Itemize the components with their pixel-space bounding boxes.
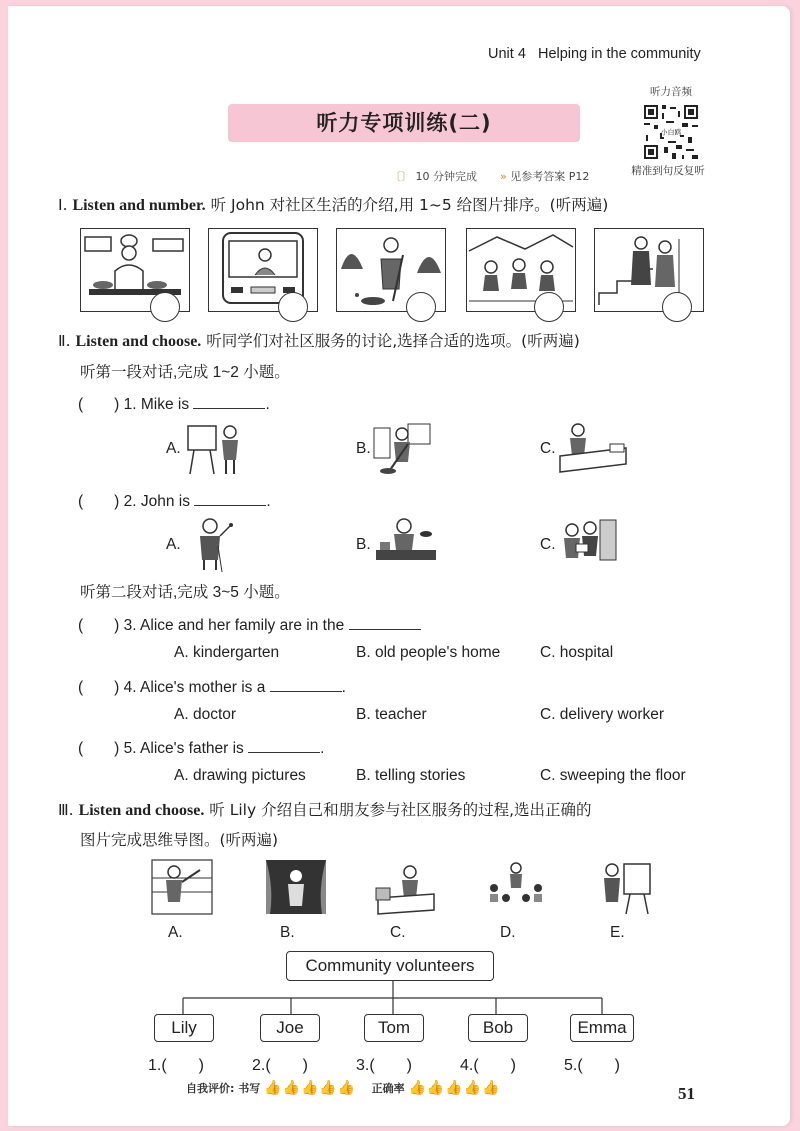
answer-circle-3[interactable] [406,292,436,322]
answer-paren-4[interactable]: ( ) [78,679,120,696]
section1-heading-en: Listen and number. [72,197,206,214]
accuracy-label: 正确率 [371,1082,405,1095]
sweeping-floor-icon[interactable] [372,420,432,476]
section2-numeral: Ⅱ. [58,332,71,350]
double-chevron-icon: » [500,170,507,183]
option-c-label: C. [390,924,406,941]
option-e-label: E. [610,924,625,941]
telling-stories-icon[interactable] [558,518,618,570]
making-bed-icon[interactable] [556,420,630,476]
section2-heading-en: Listen and choose. [75,333,202,350]
q5-option-c[interactable]: C. sweeping the floor [540,767,686,784]
q1-option-a-label: A. [166,440,181,457]
thumb-up-icon[interactable]: 👍 [482,1080,500,1096]
mindmap-node-lily: Lily [154,1014,214,1042]
answer-circle-2[interactable] [278,292,308,322]
thumb-up-icon[interactable]: 👍 [337,1080,356,1096]
thumb-up-icon[interactable]: 👍 [264,1080,282,1096]
q1-option-c-label: C. [540,440,556,457]
singing-icon[interactable] [188,516,238,572]
unit-title: Helping in the community [537,46,701,62]
drawing-easel-icon[interactable] [184,420,244,476]
section3-heading-line2: 图片完成思维导图。(听两遍) [80,831,279,849]
dialog1-instruction: 听第一段对话,完成 1~2 小题。 [80,364,290,381]
qr-code-icon[interactable] [642,103,700,161]
q1-number: 1. [123,396,137,413]
q2-option-b-label: B. [356,536,371,553]
cooking-icon[interactable] [374,516,438,562]
page-number: 51 [678,1084,695,1103]
mindmap-root: Community volunteers [286,951,494,981]
mindmap-answer-5[interactable]: 5.( ) [564,1057,621,1074]
qr-label: 听力音频 [650,86,692,98]
q5-blank[interactable] [248,740,320,753]
answer-paren-2[interactable]: ( ) [78,493,120,510]
thumb-up-icon[interactable]: 👍 [282,1080,300,1096]
section1-heading [58,193,608,215]
q2-text: John is [140,493,191,510]
option-c-bed-icon[interactable] [374,858,438,916]
q1-text: Mike is [140,396,190,413]
answer-paren-1[interactable]: ( ) [78,396,120,413]
option-d-children-icon[interactable] [484,858,548,916]
q2-option-c-label: C. [540,536,556,553]
answer-circle-1[interactable] [150,292,180,322]
self-eval-label: 自我评价: [186,1082,235,1095]
thumb-up-icon[interactable]: 👍 [445,1080,463,1096]
answer-circle-5[interactable] [662,292,692,322]
worksheet-page [8,6,790,1126]
question-5: ( ) 5. Alice's father is . [78,740,325,757]
question-2: ( ) 2. John is . [78,493,271,510]
mindmap-node-bob: Bob [468,1014,528,1042]
q4-text: Alice's mother is a [140,679,266,696]
qr-brand: 小白鸥 [660,128,682,137]
q4-option-b[interactable]: B. teacher [356,706,427,723]
mindmap-node-tom: Tom [364,1014,424,1042]
q3-number: 3. [123,617,137,634]
answer-text: 见参考答案 P12 [510,170,590,183]
q3-option-a[interactable]: A. kindergarten [174,644,280,661]
mindmap-connectors [178,980,618,1014]
dialog2-instruction: 听第二段对话,完成 3~5 小题。 [80,584,290,601]
mindmap-answer-3[interactable]: 3.( ) [356,1057,413,1074]
q2-number: 2. [123,493,137,510]
q2-option-a-label: A. [166,536,181,553]
unit-number: Unit 4 [488,46,526,62]
option-d-label: D. [500,924,516,941]
option-a-label: A. [168,924,183,941]
q3-option-b[interactable]: B. old people's home [356,644,501,661]
q4-blank[interactable] [270,679,342,692]
answer-paren-5[interactable]: ( ) [78,740,120,757]
time-text: 10 分钟完成 [415,170,477,183]
section3-heading [58,798,592,820]
option-a-cleaning-wall-icon[interactable] [150,858,214,916]
page-title: 听力专项训练(二) [228,104,580,142]
thumb-up-icon[interactable]: 👍 [463,1080,482,1096]
q5-number: 5. [123,740,137,757]
q3-blank[interactable] [349,617,421,630]
time-note [390,168,477,184]
q4-option-a[interactable]: A. doctor [174,706,237,723]
question-1: ( ) 1. Mike is . [78,396,270,413]
section3-heading-en: Listen and choose. [78,802,205,819]
thumb-up-icon[interactable]: 👍 [426,1080,445,1096]
q1-blank[interactable] [193,396,265,409]
q3-option-c[interactable]: C. hospital [540,644,614,661]
writing-label: 书写 [238,1082,261,1095]
mindmap-answer-2[interactable]: 2.( ) [252,1057,309,1074]
q1-option-b-label: B. [356,440,371,457]
q5-option-a[interactable]: A. drawing pictures [174,767,306,784]
answer-note [500,168,589,184]
question-3 [78,613,421,635]
qr-audio-block[interactable] [628,84,714,178]
section1-heading-cn: 听 John 对社区生活的介绍,用 1~5 给图片排序。(听两遍) [210,196,609,214]
mindmap-node-emma: Emma [570,1014,634,1042]
mindmap-answer-4[interactable]: 4.( ) [460,1057,517,1074]
q4-option-c[interactable]: C. delivery worker [540,706,665,723]
q5-text: Alice's father is [140,740,244,757]
option-e-painting-icon[interactable] [594,858,658,916]
q3-text: Alice and her family are in the [140,617,345,634]
option-b-label: B. [280,924,295,941]
option-b-stage-icon[interactable] [264,858,328,916]
answer-circle-4[interactable] [534,292,564,322]
self-evaluation [186,1080,501,1096]
qr-caption: 精准到句反复听 [631,165,705,177]
unit-header [488,46,701,62]
thumb-up-icon[interactable]: 👍 [300,1080,319,1096]
section2-heading [58,329,580,351]
question-4: ( ) 4. Alice's mother is a . [78,679,346,696]
answer-paren-3[interactable]: ( ) [78,617,120,634]
thumb-up-icon[interactable]: 👍 [319,1080,337,1096]
q4-number: 4. [123,679,137,696]
q5-option-b[interactable]: B. telling stories [356,767,466,784]
q2-blank[interactable] [194,493,266,506]
section2-heading-cn: 听同学们对社区服务的讨论,选择合适的选项。(听两遍) [206,332,580,350]
section3-numeral: Ⅲ. [58,801,74,819]
section3-heading-cn: 听 Lily 介绍自己和朋友参与社区服务的过程,选出正确的 [209,801,592,819]
clock-icon: 〔〕 [390,170,412,183]
thumb-up-icon[interactable]: 👍 [408,1080,426,1096]
section1-numeral: Ⅰ. [58,196,68,214]
mindmap-node-joe: Joe [260,1014,320,1042]
mindmap-answer-1[interactable]: 1.( ) [148,1057,205,1074]
